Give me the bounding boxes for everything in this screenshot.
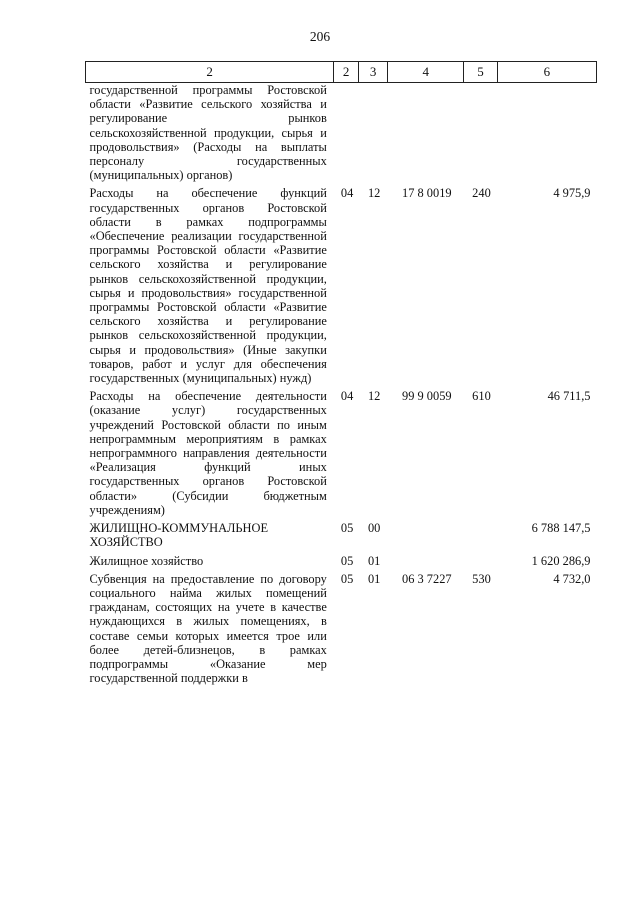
row-expense-type — [464, 521, 498, 553]
row-section: 04 — [340, 389, 354, 404]
row-amount: 1 620 286,9 — [531, 553, 591, 568]
row-name: ЖИЛИЩНО-КОММУНАЛЬНОЕ ХОЗЯЙСТВО — [89, 521, 269, 550]
header-col-subsection: 3 — [358, 62, 388, 83]
table-row — [86, 186, 597, 389]
row-target-article: 17 8 0019 — [402, 186, 452, 201]
row-amount: 4 975,9 — [553, 186, 591, 201]
header-col-amount: 6 — [497, 62, 596, 83]
table-header — [86, 62, 597, 83]
row-amount — [497, 83, 596, 187]
header-col-section: 2 — [334, 62, 359, 83]
row-name: государственной программы Ростовской области «Развитие сельского хозяйства и регулирование рынков сельскохозяйственной продукции, сырья и продовольствия» (Расходы на выплаты персоналу государственных (муниципальных) органов) — [89, 83, 327, 183]
row-expense-type: 610 — [472, 389, 491, 404]
row-name: Жилищное хозяйство — [89, 553, 204, 568]
row-section: 05 — [340, 571, 354, 586]
row-target-article: 06 3 7227 — [402, 571, 452, 586]
row-subsection: 00 — [367, 521, 381, 536]
header-col-target-article: 4 — [388, 62, 464, 83]
row-expense-type: 240 — [472, 186, 491, 201]
row-amount: 4 732,0 — [553, 571, 591, 586]
row-amount: 46 711,5 — [547, 389, 591, 404]
table-row — [86, 389, 597, 521]
row-target-article: 99 9 0059 — [402, 389, 452, 404]
header-col-expense-type: 5 — [464, 62, 498, 83]
row-name: Субвенция на предоставление по договору социального найма жилых помещений гражданам, состоящих на учете в качестве нуждающихся в жилых помещениях, в составе семьи которых имеется трое или более детей-близнецов, в рамках подпрограммы «Оказание мер государственной поддержки в — [89, 571, 327, 686]
row-subsection: 01 — [367, 571, 381, 586]
row-subsection: 12 — [367, 186, 381, 201]
row-target-article — [388, 83, 464, 187]
row-name: Расходы на обеспечение деятельности (оказание услуг) государственных учреждений Ростовской области по иным непрограммным мероприятиям в рамках непрограммного направления деятельности «Реализация функций иных государственных органов Ростовской области» (Субсидии бюджетным учреждениям) — [89, 389, 327, 517]
row-expense-type: 530 — [472, 571, 491, 586]
row-expense-type — [464, 83, 498, 187]
row-target-article — [388, 521, 464, 553]
table-row — [86, 554, 597, 572]
row-subsection: 01 — [367, 553, 381, 568]
table-row — [86, 521, 597, 553]
table-row — [86, 83, 597, 187]
row-name: Расходы на обеспечение функций государственных органов Ростовской области в рамках подпрограммы «Обеспечение реализации государственной программы Ростовской области «Развитие сельского хозяйства и регулирование рынков сельскохозяйственной продукции, сырья и продовольствия» государственной программы Ростовской области «Развитие сельского хозяйства и регулирование рынков сельскохозяйственной продукции, сырья и продовольствия» (Иные закупки товаров, работ и услуг для обеспечения государственных (муниципальных) нужд) — [89, 186, 327, 386]
page-number: 206 — [309, 29, 331, 44]
row-amount: 6 788 147,5 — [531, 521, 591, 536]
row-section — [334, 83, 359, 187]
row-expense-type — [464, 554, 498, 572]
row-subsection: 12 — [367, 389, 381, 404]
row-section: 04 — [340, 186, 354, 201]
row-target-article — [388, 554, 464, 572]
table-row — [86, 572, 597, 690]
row-subsection — [358, 83, 388, 187]
row-section: 05 — [340, 521, 354, 536]
header-col-name: 2 — [86, 62, 334, 83]
budget-table — [85, 61, 597, 689]
row-section: 05 — [340, 553, 354, 568]
